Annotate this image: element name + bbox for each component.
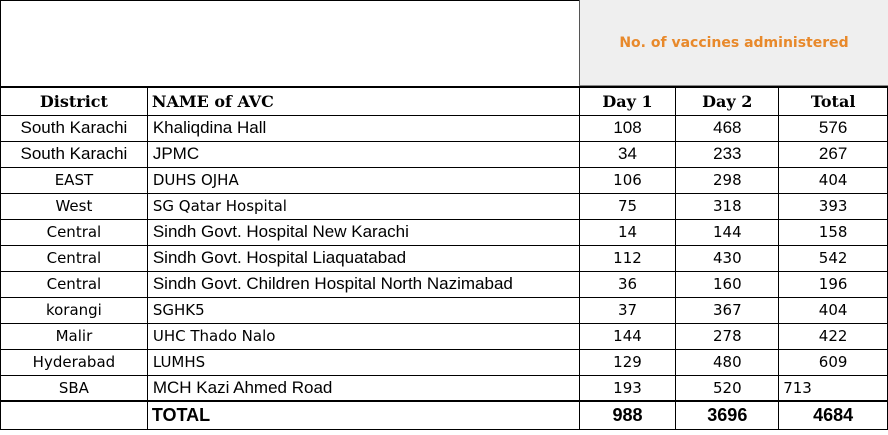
day1-cell: 14 bbox=[579, 219, 676, 245]
column-header-day1: Day 1 bbox=[579, 87, 676, 115]
avc-cell: Sindh Govt. Hospital New Karachi bbox=[147, 219, 579, 245]
day2-cell: 468 bbox=[676, 115, 779, 141]
total-label-cell: TOTAL bbox=[147, 401, 579, 429]
total-cell: 542 bbox=[779, 245, 888, 271]
district-cell: Central bbox=[1, 271, 148, 297]
total-cell: 393 bbox=[779, 193, 888, 219]
total-cell: 422 bbox=[779, 323, 888, 349]
table-row bbox=[1, 193, 888, 219]
table-row bbox=[1, 375, 888, 401]
day2-cell: 278 bbox=[676, 323, 779, 349]
total-cell: 196 bbox=[779, 271, 888, 297]
total-cell: 267 bbox=[779, 141, 888, 167]
avc-cell: SG Qatar Hospital bbox=[147, 193, 579, 219]
table-header-row bbox=[1, 87, 888, 115]
district-cell: korangi bbox=[1, 297, 148, 323]
header-blank-cell bbox=[0, 0, 579, 86]
total-day2-cell: 3696 bbox=[676, 401, 779, 429]
table-row bbox=[1, 219, 888, 245]
day2-cell: 233 bbox=[676, 141, 779, 167]
avc-cell: JPMC bbox=[147, 141, 579, 167]
day1-cell: 193 bbox=[579, 375, 676, 401]
day1-cell: 36 bbox=[579, 271, 676, 297]
total-cell: 404 bbox=[779, 167, 888, 193]
day1-cell: 106 bbox=[579, 167, 676, 193]
table-row bbox=[1, 271, 888, 297]
day2-cell: 520 bbox=[676, 375, 779, 401]
column-header-avc: NAME of AVC bbox=[147, 87, 579, 115]
day1-cell: 129 bbox=[579, 349, 676, 375]
total-row bbox=[1, 401, 888, 429]
district-cell: South Karachi bbox=[1, 115, 148, 141]
total-day1-cell: 988 bbox=[579, 401, 676, 429]
district-cell: Central bbox=[1, 219, 148, 245]
column-header-district: District bbox=[1, 87, 148, 115]
avc-cell: Sindh Govt. Children Hospital North Nazimabad bbox=[147, 271, 579, 297]
district-cell: Hyderabad bbox=[1, 349, 148, 375]
day2-cell: 318 bbox=[676, 193, 779, 219]
day2-cell: 430 bbox=[676, 245, 779, 271]
avc-cell: UHC Thado Nalo bbox=[147, 323, 579, 349]
day1-cell: 108 bbox=[579, 115, 676, 141]
column-header-day2: Day 2 bbox=[676, 87, 779, 115]
avc-cell: SGHK5 bbox=[147, 297, 579, 323]
district-cell: Malir bbox=[1, 323, 148, 349]
total-cell: 576 bbox=[779, 115, 888, 141]
district-cell: West bbox=[1, 193, 148, 219]
table-row bbox=[1, 349, 888, 375]
day1-cell: 112 bbox=[579, 245, 676, 271]
day2-cell: 160 bbox=[676, 271, 779, 297]
table-row bbox=[1, 297, 888, 323]
avc-cell: Sindh Govt. Hospital Liaquatabad bbox=[147, 245, 579, 271]
day2-cell: 144 bbox=[676, 219, 779, 245]
total-total-cell: 4684 bbox=[779, 401, 888, 429]
total-cell: 158 bbox=[779, 219, 888, 245]
day2-cell: 367 bbox=[676, 297, 779, 323]
table-row bbox=[1, 323, 888, 349]
day2-cell: 480 bbox=[676, 349, 779, 375]
table-row bbox=[1, 167, 888, 193]
district-cell: EAST bbox=[1, 167, 148, 193]
table-row bbox=[1, 141, 888, 167]
column-header-total: Total bbox=[779, 87, 888, 115]
table-row bbox=[1, 115, 888, 141]
total-district-cell bbox=[1, 401, 148, 429]
district-cell: South Karachi bbox=[1, 141, 148, 167]
day1-cell: 37 bbox=[579, 297, 676, 323]
vaccination-table bbox=[0, 86, 888, 430]
district-cell: Central bbox=[1, 245, 148, 271]
day1-cell: 144 bbox=[579, 323, 676, 349]
day1-cell: 75 bbox=[579, 193, 676, 219]
avc-cell: DUHS OJHA bbox=[147, 167, 579, 193]
avc-cell: LUMHS bbox=[147, 349, 579, 375]
district-cell: SBA bbox=[1, 375, 148, 401]
header-title: No. of vaccines administered bbox=[619, 34, 849, 51]
total-cell: 609 bbox=[779, 349, 888, 375]
day2-cell: 298 bbox=[676, 167, 779, 193]
avc-cell: MCH Kazi Ahmed Road bbox=[147, 375, 579, 401]
table-row bbox=[1, 245, 888, 271]
avc-cell: Khaliqdina Hall bbox=[147, 115, 579, 141]
header-vaccines-cell bbox=[579, 0, 888, 86]
total-cell: 713 bbox=[779, 375, 888, 401]
total-cell: 404 bbox=[779, 297, 888, 323]
day1-cell: 34 bbox=[579, 141, 676, 167]
